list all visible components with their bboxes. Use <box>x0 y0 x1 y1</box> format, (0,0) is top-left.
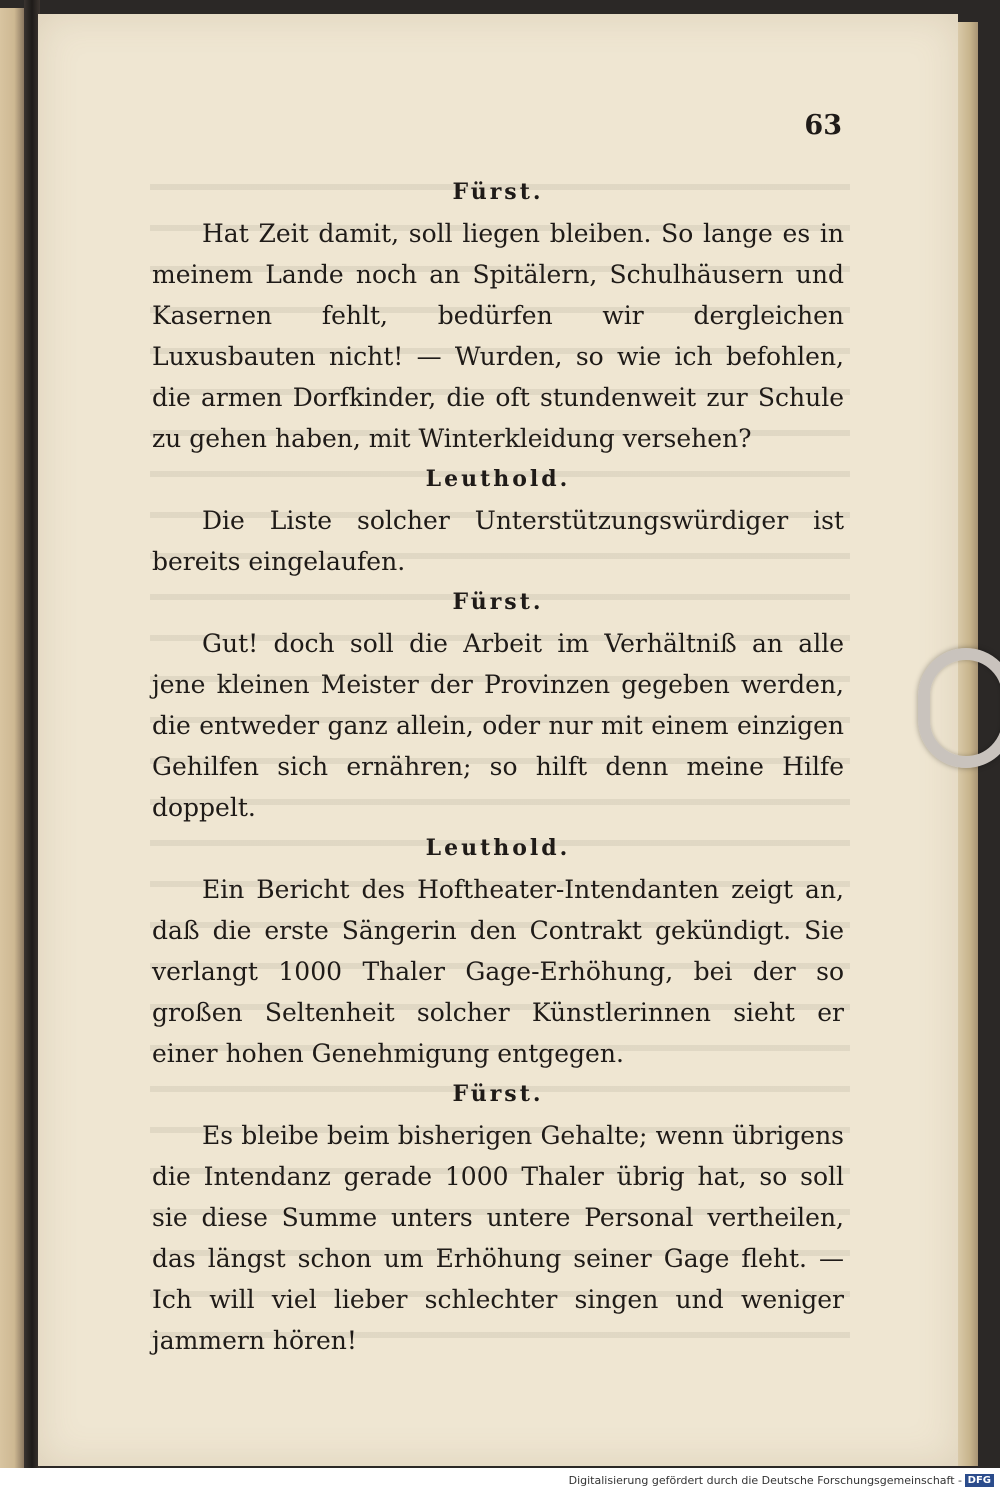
speaker-heading: Leuthold. <box>425 835 571 861</box>
speech-paragraph <box>152 1115 844 1361</box>
speaker-heading: Fürst. <box>452 179 544 205</box>
speaker-heading: Leuthold. <box>425 466 571 492</box>
speech-paragraph <box>152 869 844 1074</box>
footer-bar <box>0 1468 1000 1495</box>
previous-page-edge <box>0 8 24 1468</box>
speaker-heading: Fürst. <box>452 1081 544 1107</box>
dfg-logo: DFG <box>965 1474 994 1487</box>
speech-paragraph <box>152 213 844 459</box>
speech-line: Die Liste solcher Unterstützungswürdiger ist bereits eingelaufen. <box>152 506 844 576</box>
speech-line: Hat Zeit damit, soll liegen bleiben. So lange es in meinem Lande noch an Spitälern, Schulhäusern und Kasernen fehlt, bedürfen wir dergleichen Luxusbauten nicht! — Wurden, so wie ich befohlen, die armen Dorfkinder, die oft stundenweit zur Schule zu gehen haben, mit Winterkleidung versehen? <box>152 219 844 453</box>
speech-line: Gut! doch soll die Arbeit im Verhältniß an alle jene kleinen Meister der Provinzen gegeben werden, die entweder ganz allein, oder nur mit einem einzigen Gehilfen sich ernähren; so hilft denn meine Hilfe doppelt. <box>152 629 844 822</box>
dialogue-text <box>152 172 844 1361</box>
speech-paragraph <box>152 623 844 828</box>
speaker-heading: Fürst. <box>452 589 544 615</box>
paper-clip <box>918 648 1000 768</box>
page-number: 63 <box>804 110 842 141</box>
funding-credit: Digitalisierung gefördert durch die Deutsche Forschungsgemeinschaft - <box>568 1474 962 1487</box>
speech-line: Es bleibe beim bisherigen Gehalte; wenn übrigens die Intendanz gerade 1000 Thaler übrig hat, so soll sie diese Summe unters untere Personal vertheilen, das längst schon um Erhöhung seiner Gage fleht. — Ich will viel lieber schlechter singen und weniger jammern hören! <box>152 1121 844 1355</box>
speech-line: Ein Bericht des Hoftheater-Intendanten zeigt an, daß die erste Sängerin den Contrakt gekündigt. Sie verlangt 1000 Thaler Gage-Erhöhung, bei der so großen Seltenheit solcher Künstlerinnen sieht er einer hohen Genehmigung entgegen. <box>152 875 844 1068</box>
speech-paragraph <box>152 500 844 582</box>
